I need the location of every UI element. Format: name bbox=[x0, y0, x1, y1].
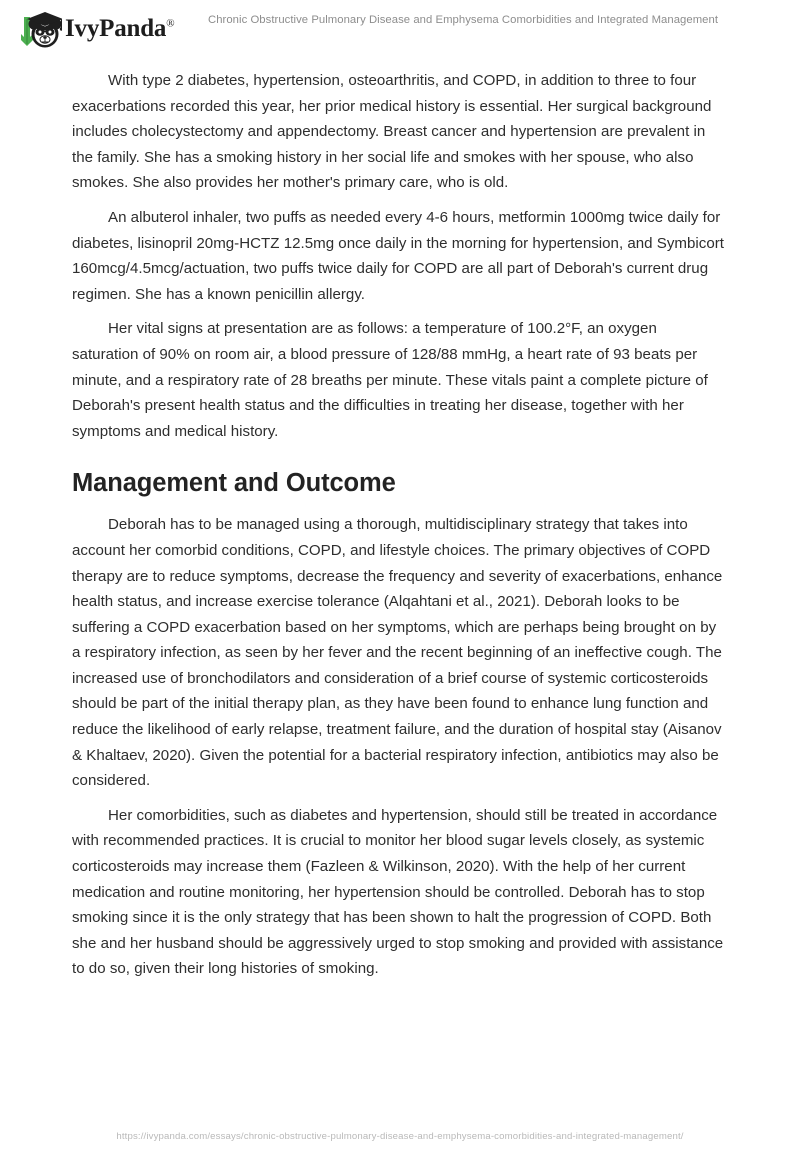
body-paragraph: Her vital signs at presentation are as follows: a temperature of 100.2°F, an oxygen saturation of 90% on room air, a blood pressure of 128/88 mmHg, a heart rate of 93 beats per minute, and a respiratory rate of 28 breaths per minute. These vitals paint a complete picture of Deborah's present health status and the difficulties in treating her disease, together with her symptoms and medical history. bbox=[72, 320, 708, 440]
registered-mark-icon: ® bbox=[166, 17, 175, 30]
panda-graduate-logo-icon bbox=[12, 6, 62, 50]
body-paragraph: With type 2 diabetes, hypertension, osteoarthritis, and COPD, in addition to three to four exacerbations recorded this year, her prior medical history is essential. Her surgical background includes cholecystectomy and appendectomy. Breast cancer and hypertension are prevalent in the family. She has a smoking history in her social life and smokes with her spouse, who also smokes. She also provides her mother's primary care, who is old. bbox=[72, 72, 712, 192]
section-heading: Management and Outcome bbox=[72, 469, 396, 498]
document-title: Chronic Obstructive Pulmonary Disease and Emphysema Comorbidities and Integrated Management bbox=[208, 14, 719, 26]
document-body bbox=[72, 68, 726, 991]
body-paragraph: An albuterol inhaler, two puffs as needed every 4-6 hours, metformin 1000mg twice daily for diabetes, lisinopril 20mg-HCTZ 12.5mg once daily in the morning for hypertension, and Symbicort 160mcg/4.5mcg/actuation, two puffs twice daily for COPD are all part of Deborah's current drug regimen. She has a known penicillin allergy. bbox=[72, 208, 724, 303]
body-paragraph: Her comorbidities, such as diabetes and hypertension, should still be treated in accordance with recommended practices. It is crucial to monitor her blood sugar levels closely, as systemic corticosteroids may increase them (Fazleen & Wilkinson, 2020). With the help of her current medication and routine monitoring, her hypertension should be controlled. Deborah has to stop smoking since it is the only strategy that has been shown to halt the progression of COPD. Both she and her husband should be aggressively urged to stop smoking and provided with assistance to do so, given their long histories of smoking. bbox=[72, 806, 724, 978]
source-url[interactable]: https://ivypanda.com/essays/chronic-obstructive-pulmonary-disease-and-emphysema-comorbidities-and-integrated-management/ bbox=[116, 1131, 684, 1142]
page-header bbox=[0, 0, 800, 56]
brand-name bbox=[65, 16, 174, 41]
brand-name-text: IvyPanda bbox=[65, 14, 167, 42]
body-paragraph: Deborah has to be managed using a thorough, multidisciplinary strategy that takes into account her comorbid conditions, COPD, and lifestyle choices. The primary objectives of COPD therapy are to reduce symptoms, decrease the frequency and severity of exacerbations, enhance health status, and increase exercise tolerance (Alqahtani et al., 2021). Deborah looks to be suffering a COPD exacerbation based on her symptoms, which are perhaps being brought on by a respiratory infection, as seen by her fever and the recent beginning of an ineffective cough. The increased use of bronchodilators and consideration of a brief course of systemic corticosteroids should be part of the initial therapy plan, as they have been found to enhance lung function and reduce the likelihood of early relapse, treatment failure, and the duration of hospital stay (Aisanov & Khaltaev, 2020). Given the potential for a bacterial respiratory infection, antibiotics may also be considered. bbox=[72, 516, 723, 790]
page-footer bbox=[0, 1126, 800, 1144]
brand-logo[interactable] bbox=[12, 6, 174, 50]
